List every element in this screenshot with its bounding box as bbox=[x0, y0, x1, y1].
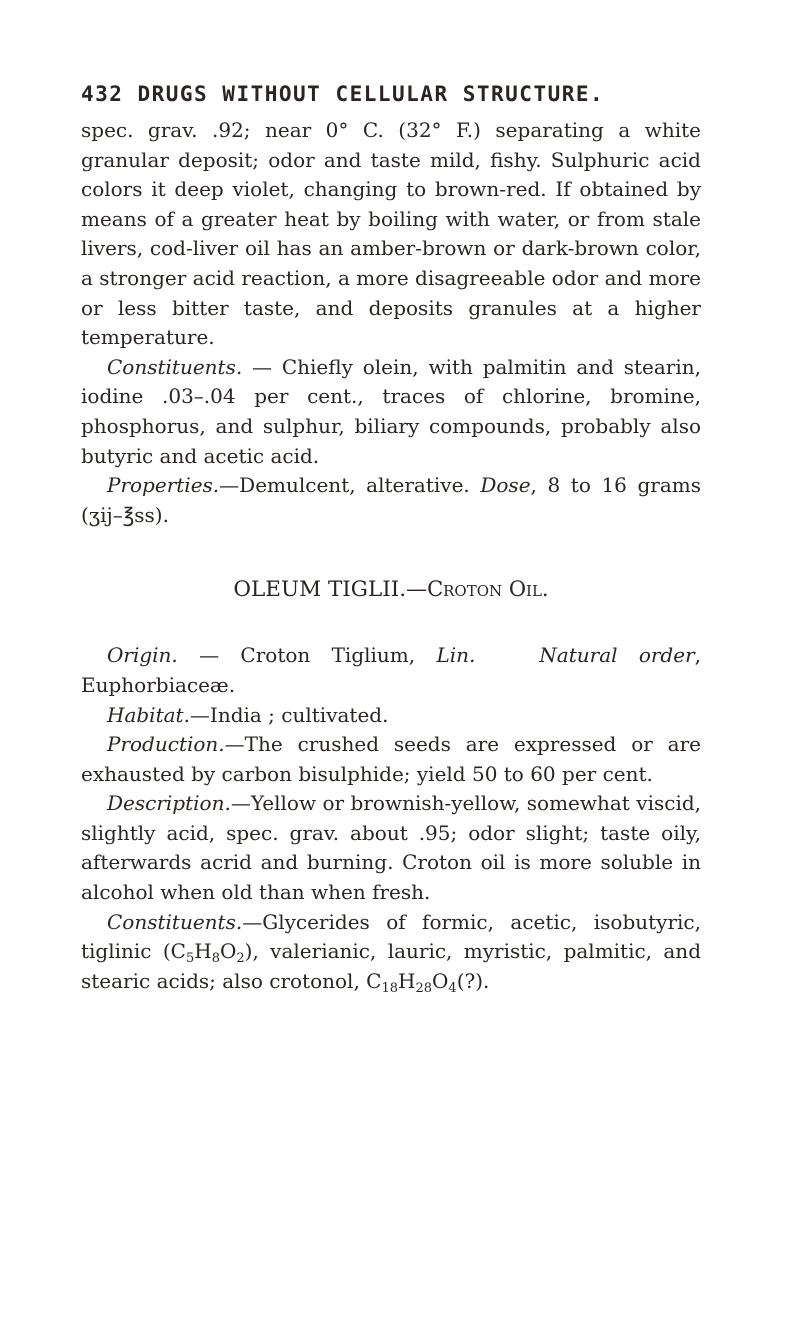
section-title-oleum-tiglii bbox=[81, 574, 701, 605]
formula-element: H bbox=[398, 968, 416, 993]
formula-element: H bbox=[194, 939, 212, 964]
formula-sub: 2 bbox=[236, 951, 245, 967]
description-text: —Yellow or brownish-yellow, somewhat viscid, slightly acid, spec. grav. about .95; odor slight; taste oily, afterwards acrid and burning. Croton oil is more soluble in alcohol when old than when fresh. bbox=[81, 791, 701, 905]
habitat-text: —India ; cultivated. bbox=[189, 702, 389, 727]
production-text: —The crushed seeds are expressed or are exhausted by carbon bisulphide; yield 50 to 60 per cent. bbox=[81, 732, 701, 786]
croton-production bbox=[81, 730, 701, 789]
origin-lin: Lin. bbox=[436, 643, 476, 668]
dose-text: , 8 to 16 grams (ʒij–℥ss). bbox=[81, 473, 701, 527]
croton-constituents bbox=[81, 908, 701, 997]
origin-label: Origin. bbox=[107, 643, 178, 668]
formula-sub: 8 bbox=[211, 951, 220, 967]
natural-order-label: Natural order bbox=[539, 643, 695, 668]
running-title: DRUGS WITHOUT CELLULAR STRUCTURE. bbox=[137, 82, 605, 106]
formula-sub: 5 bbox=[185, 951, 195, 967]
cod-liver-description-continuation: spec. grav. .92; near 0° C. (32° F.) separating a white granular deposit; odor and taste mild, fishy. Sulphuric acid colors it deep violet, changing to brown-red. If obtained by means of a greater heat by boiling with water, or from stale livers, cod-liver oil has an amber-brown or dark-brown color, a stronger acid reaction, a more disagreeable odor and more or less bitter taste, and deposits granules at a higher temperature. bbox=[81, 118, 701, 350]
croton-description bbox=[81, 789, 701, 907]
formula-sub: 28 bbox=[415, 980, 433, 996]
production-label: Production. bbox=[107, 732, 225, 757]
properties-label: Properties. bbox=[107, 473, 220, 498]
properties-text: —Demulcent, alterative. bbox=[219, 473, 481, 498]
running-header bbox=[81, 74, 701, 114]
natural-order-text: , Euphorbiaceæ. bbox=[81, 643, 701, 697]
croton-habitat bbox=[81, 701, 701, 731]
formula-element: O bbox=[219, 939, 237, 964]
section-title-english: —Croton Oil. bbox=[406, 577, 549, 602]
body-text bbox=[81, 116, 701, 996]
habitat-label: Habitat. bbox=[107, 702, 190, 727]
formula-sub: 18 bbox=[381, 980, 399, 996]
croton-constituents-label: Constituents. bbox=[107, 909, 243, 934]
croton-constituents-text-2: ), valerianic, lauric, myristic, palmitic, and stearic acids; also crotonol, C bbox=[81, 939, 701, 993]
formula-element: O bbox=[432, 968, 449, 993]
croton-constituents-text-3: (?). bbox=[456, 968, 490, 993]
description-label: Description. bbox=[107, 791, 231, 816]
croton-constituents-text-1: —Glycerides of formic, acetic, isobutyric, tiglinic (C bbox=[81, 909, 701, 964]
origin-text: — Croton Tiglium, bbox=[177, 643, 437, 668]
formula-sub: 4 bbox=[448, 980, 457, 996]
book-page bbox=[81, 74, 701, 996]
cod-liver-constituents bbox=[81, 353, 701, 471]
dose-label: Dose bbox=[480, 473, 531, 498]
cod-liver-properties bbox=[81, 471, 701, 530]
constituents-label: Constituents. bbox=[107, 354, 243, 379]
constituents-text: — Chiefly olein, with palmitin and stearin, iodine .03–.04 per cent., traces of chlorine, bromine, phosphorus, and sulphur, biliary compounds, probably also butyric and acetic acid. bbox=[81, 354, 701, 468]
page-number: 432 bbox=[81, 82, 124, 106]
croton-origin bbox=[81, 641, 701, 700]
section-title-latin: OLEUM TIGLII. bbox=[233, 577, 407, 603]
